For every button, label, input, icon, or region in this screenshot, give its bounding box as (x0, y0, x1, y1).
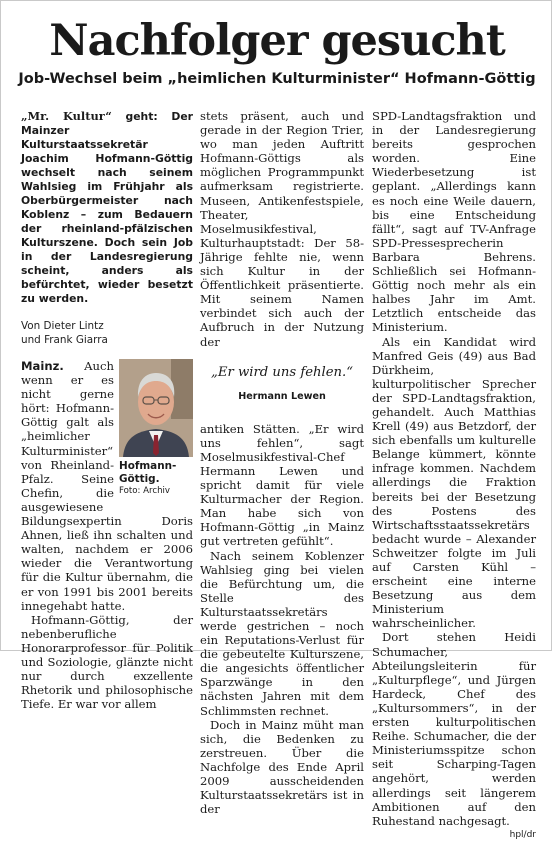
article-column-2 (200, 109, 364, 816)
subheadline: Job-Wechsel beim „heimlichen Kulturminister“ Hofmann-Göttig (18, 71, 536, 87)
author-initials: hpl/dr (509, 829, 536, 840)
col3-paragraph-1: SPD-Landtagsfraktion und in der Landesregierung bereits gesprochen worden. Eine Wiederbesetzung ist geplant. „Allerdings kann es noch eine Weile dauern, bis eine Entscheidung fällt“, sagt auf TV-Anfrage SPD-Pressesprecherin Barbara Behrens. Schließlich sei Hofmann-Göttig noch mehr als ein halbes Jahr im Amt. Letztlich entscheide das Ministerium. (372, 109, 536, 335)
body-paragraph-1-text: Auch wenn er es nicht gerne hört: Hofmann-Göttig galt als „heimlicher Kulturminister“ von Rheinland-Pfalz. Seine Chefin, die ausgewiesene Bildungsexpertin Doris Ahnen, ließ ihn schalten und walten, nachdem er 2006 wieder die Verantwortung für die Kultur übernahm, die er von 1991 bis 2001 bereits innegehabt hatte. (21, 359, 193, 613)
col2-paragraph-3: Doch in Mainz müht man sich, die Bedenken zu zerstreuen. Über die Nachfolge des Ende April 2009 ausscheidenden Kulturstaatssekretärs ist in der (200, 717, 364, 817)
lead-quote: „Mr. Kultur“ (21, 109, 112, 123)
pull-quote (200, 365, 364, 404)
article-column-1 (21, 109, 193, 711)
col2-paragraph-1: antiken Stätten. „Er wird uns fehlen“, sagt Moselmusikfestival-Chef Hermann Lewen und spricht damit für viele Kulturmacher der Region. Man habe sich von Hofmann-Göttig „in Mainz gut vertreten gefühlt“. (200, 421, 364, 549)
body-paragraph-2: Hofmann-Göttig, der nebenberufliche Honorarprofessor für Politik und Soziologie, glänzte nicht nur durch exzellente Rhetorik und philosophische Tiefe. Er war vor allem (21, 612, 193, 712)
pull-quote-text: „Er wird uns fehlen.“ (211, 364, 353, 380)
byline (21, 320, 193, 347)
portrait-photo (119, 359, 193, 457)
pull-quote-author: Hermann Lewen (238, 390, 326, 402)
headline: Nachfolger gesucht (49, 16, 505, 66)
byline-line-2: und Frank Giarra (21, 333, 108, 346)
lead-text: geht: Der Mainzer Kulturstaatssekretär Joachim Hofmann-Göttig wechselt nach seinem Wahlsieg im Frühjahr als Oberbürgermeister nach Koblenz – zum Bedauern der rheinland-pfälzischen Kulturszene. Doch sein Job in der Landesregierung scheint, anders als befürchtet, wieder besetzt zu werden. (21, 110, 193, 305)
lead-paragraph (21, 109, 193, 306)
col2-top-paragraph: stets präsent, auch und gerade in der Region Trier, wo man jeden Auftritt Hofmann-Göttigs als möglichen Programmpunkt aufmerksam registrierte. Museen, Antikenfestspiele, Theater, Moselmusikfestival, Kulturhauptstadt: Der 58-Jährige fehlte nie, wenn sich Kultur in der Öffentlichkeit präsentierte. Mit seinem Namen verbindet sich auch der Aufbruch in der Nutzung der (200, 109, 364, 349)
col3-paragraph-2: Als ein Kandidat wird Manfred Geis (49) aus Bad Dürkheim, kulturpolitischer Sprecher der SPD-Landtagsfraktion, gehandelt. Auch Matthias Krell (49) aus Betzdorf, der sich ebenfalls um kulturelle Belange kümmert, könnte infrage kommen. Nachdem allerdings die Fraktion bereits bei der Besetzung des Postens des Wirtschaftsstaatssekretärs bedacht wurde – Alexander Schweitzer folgte im Juli auf Carsten Kühl – erscheint eine interne Besetzung aus dem Ministerium wahrscheinlicher. (372, 334, 536, 631)
byline-line-1: Von Dieter Lintz (21, 320, 104, 332)
photo-block (119, 359, 193, 497)
article-column-3 (372, 109, 536, 842)
dateline: Mainz. (21, 359, 64, 373)
photo-credit: Foto: Archiv (119, 486, 171, 496)
col2-paragraph-2: Nach seinem Koblenzer Wahlsieg ging bei vielen die Befürchtung um, die Stelle des Kulturstaatssekretärs werde gestrichen – noch ein Reputations-Verlust für die gebeutelte Kulturszene, die angesichts öffentlicher Sparzwänge in den nächsten Jahren mit dem Schlimmsten rechnet. (200, 548, 364, 718)
col3-paragraph-3: Dort stehen Heidi Schumacher, Abteilungsleiterin für „Kulturpflege“, und Jürgen Hardeck, Chef des „Kultursommers“, in der ersten kulturpolitischen Reihe. Schumacher, die der Ministeriumsspitze schon seit Scharping-Tagen angehört, werden allerdings seit längerem Ambitionen auf den Ruhestand nachgesagt. (372, 630, 536, 828)
photo-caption: Hofmann-Göttig. (119, 460, 177, 485)
